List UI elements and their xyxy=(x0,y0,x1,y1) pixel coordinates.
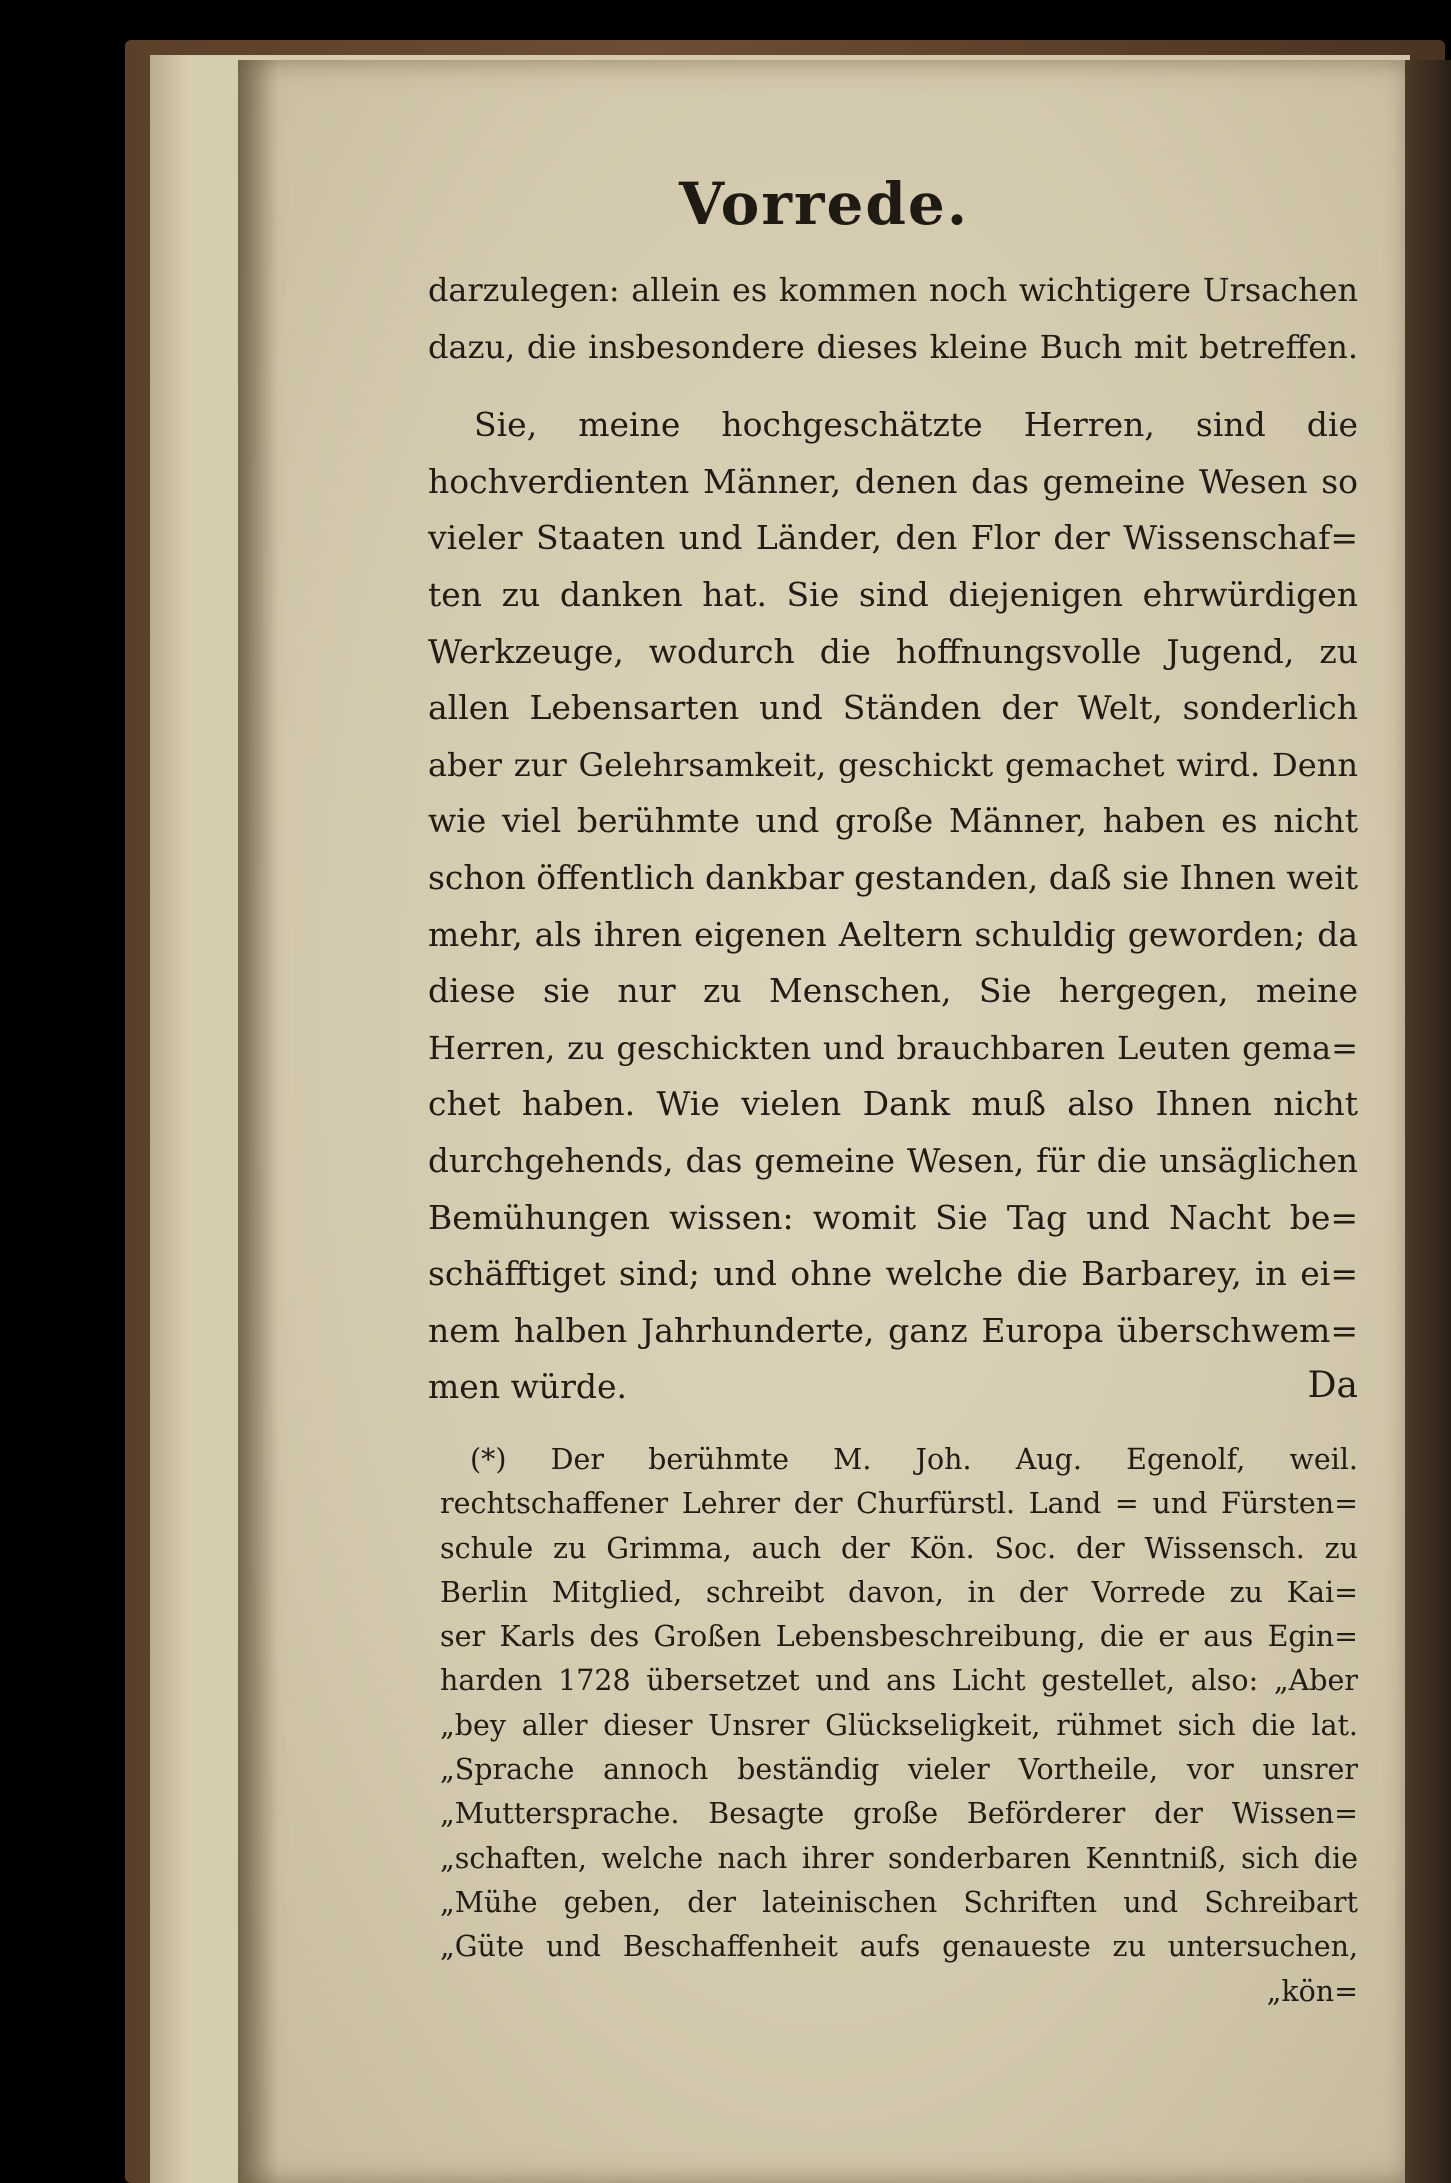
text-line: Werkzeuge, wodurch die hoffnungsvolle Jugend, zu xyxy=(428,631,1358,671)
text-line: hochverdienten Männer, denen das gemeine Wesen so xyxy=(428,461,1358,501)
footnote-line: rechtschaffener Lehrer der Churfürstl. Land = und Fürsten= xyxy=(440,1487,1358,1521)
footnote-line: harden 1728 übersetzet und ans Licht gestellet, also: „Aber xyxy=(440,1664,1358,1698)
text-line: chet haben. Wie vielen Dank muß also Ihnen nicht xyxy=(428,1084,1358,1124)
text-line: ten zu danken hat. Sie sind diejenigen ehrwürdigen xyxy=(428,574,1358,614)
body-text xyxy=(428,262,1358,1416)
text-line: dazu, die insbesondere dieses kleine Buch mit betreffen. xyxy=(428,327,1358,366)
text-line: durchgehends, das gemeine Wesen, für die unsäglichen xyxy=(428,1141,1358,1180)
text-line: allen Lebensarten und Ständen der Welt, sonderlich xyxy=(428,688,1358,728)
text-line: Sie, meine hochgeschätzte Herren, sind die xyxy=(474,405,1358,445)
text-line: schäfftiget sind; und ohne welche die Barbarey, in ei= xyxy=(428,1254,1358,1294)
footnote-line: „bey aller dieser Unsrer Glückseligkeit, rühmet sich die lat. xyxy=(440,1708,1358,1742)
footnote-line: (*) Der berühmte M. Joh. Aug. Egenolf, weil. xyxy=(470,1443,1358,1476)
footnote-line: „schaften, welche nach ihrer sonderbaren Kenntniß, sich die xyxy=(440,1841,1358,1875)
footnote-line: „Güte und Beschaffenheit aufs genaueste zu untersuchen, xyxy=(440,1930,1358,1964)
footnote-line: „Muttersprache. Besagte große Beförderer der Wissen= xyxy=(440,1797,1358,1831)
text-line: Herren, zu geschickten und brauchbaren Leuten gema= xyxy=(428,1028,1358,1067)
right-page-edge xyxy=(1405,60,1451,2183)
text-line: vieler Staaten und Länder, den Flor der Wissenschaf= xyxy=(428,518,1358,558)
text-line: schon öffentlich dankbar gestanden, daß sie Ihnen weit xyxy=(428,857,1358,897)
text-line: mehr, als ihren eigenen Aeltern schuldig geworden; da xyxy=(428,914,1358,954)
text-line: darzulegen: allein es kommen noch wichtigere Ursachen xyxy=(428,271,1358,309)
footnote xyxy=(440,1438,1358,2014)
text-line: nem halben Jahrhunderte, ganz Europa überschwem= xyxy=(428,1310,1358,1350)
text-line: men würde. xyxy=(428,1367,627,1407)
footnote-line: ser Karls des Großen Lebensbeschreibung, die er aus Egin= xyxy=(440,1620,1358,1654)
footnote-line: Berlin Mitglied, schreibt davon, in der Vorrede zu Kai= xyxy=(440,1575,1358,1609)
footnote-line: „Mühe geben, der lateinischen Schriften und Schreibart xyxy=(440,1885,1358,1919)
footnote-line: schule zu Grimma, auch der Kön. Soc. der Wissensch. zu xyxy=(440,1531,1358,1565)
text-line: Bemühungen wissen: womit Sie Tag und Nacht be= xyxy=(428,1197,1358,1237)
page-header: Vorrede. xyxy=(678,170,970,238)
text-line: wie viel berühmte und große Männer, haben es nicht xyxy=(428,801,1358,841)
footnote-line: „Sprache annoch beständig vieler Vortheile, vor unsrer xyxy=(440,1753,1358,1787)
text-line: aber zur Gelehrsamkeit, geschickt gemachet wird. Denn xyxy=(428,745,1358,784)
catchword: Da xyxy=(1307,1365,1358,1406)
footnote-catchword: „kön= xyxy=(1266,1974,1358,2008)
gutter-shadow xyxy=(238,60,278,2183)
text-line: diese sie nur zu Menschen, Sie hergegen, meine xyxy=(428,971,1358,1011)
